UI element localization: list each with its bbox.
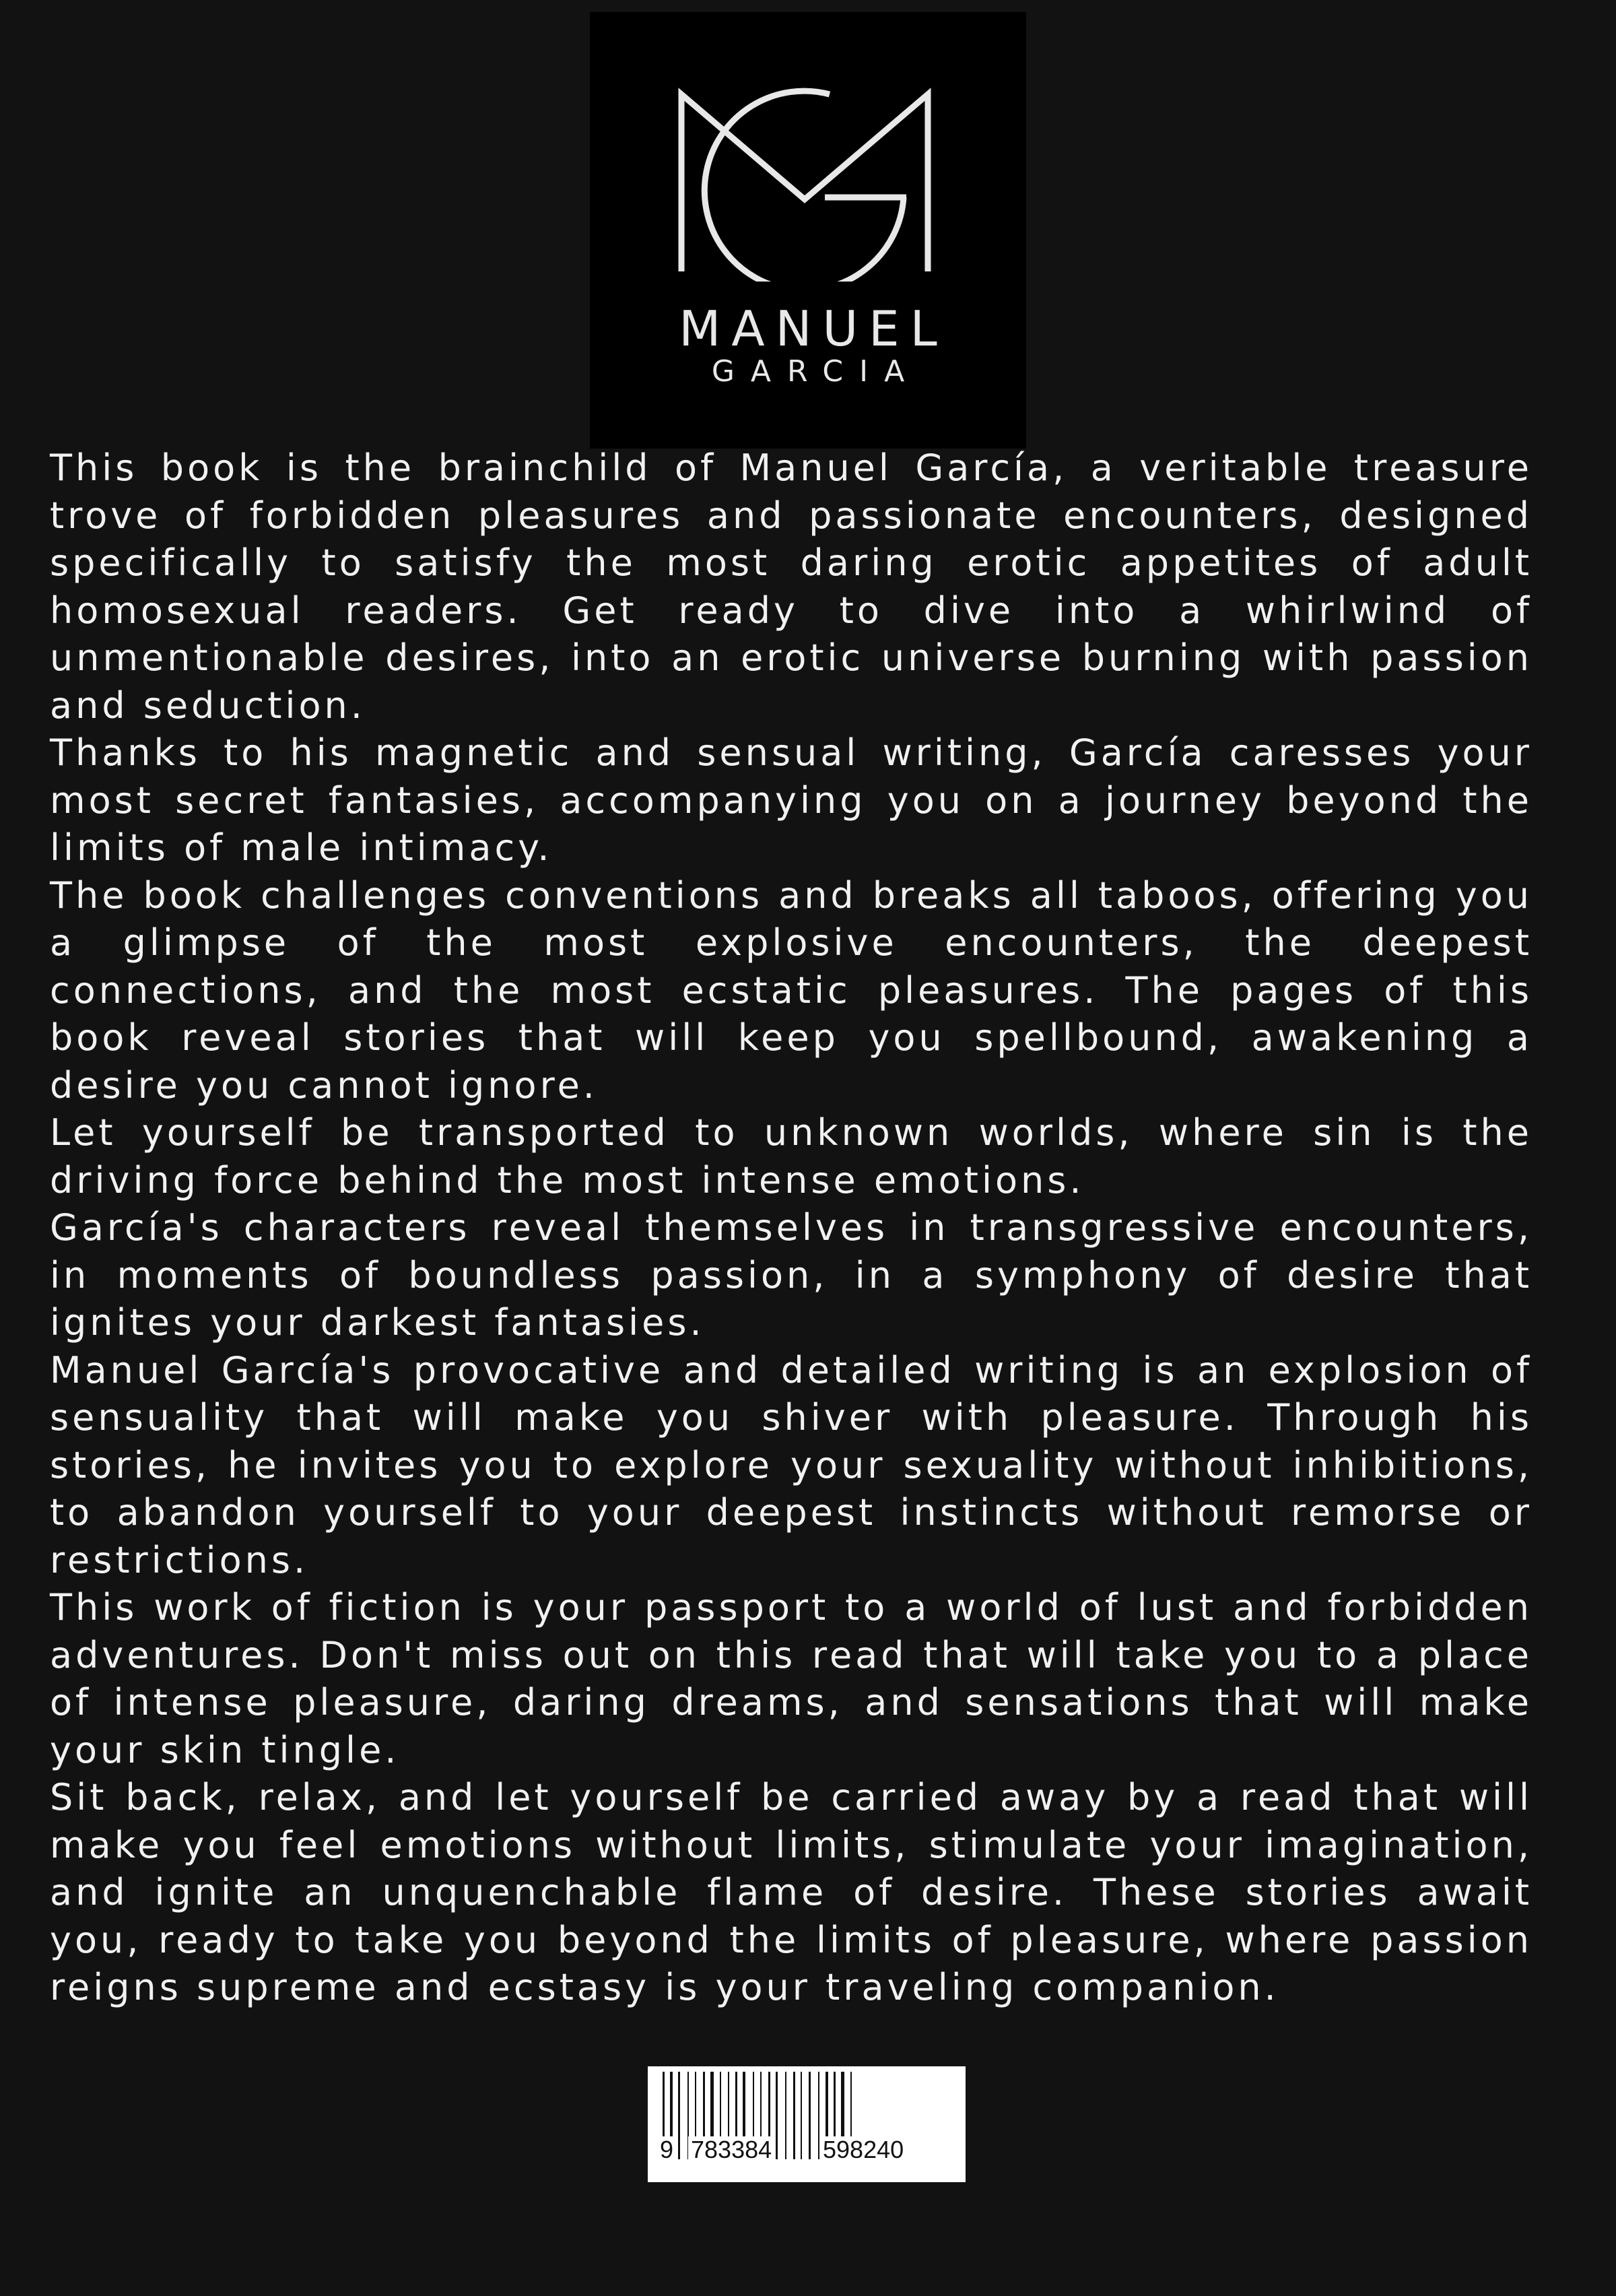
barcode-bar — [809, 2072, 811, 2159]
blurb-paragraph: This book is the brainchild of Manuel García, a veritable treasure trove of forbidden pleasures and passionate encounters, designed specifically to satisfy the most daring erotic appetites of adult homosexual readers. Get ready to dive into a whirlwind of unmentionable desires, into an erotic universe burning with passion and seduction. — [50, 447, 1533, 727]
barcode-bar — [793, 2072, 795, 2159]
blurb-paragraph: Manuel García's provocative and detailed writing is an explosion of sensuality that will make you shiver with pleasure. Through his stories, he invites you to explore your sexuality without inhibitions, to abandon yourself to your deepest instincts without remorse or restrictions. — [50, 1348, 1533, 1581]
isbn-barcode — [648, 2066, 966, 2182]
blurb-paragraph: García's characters reveal themselves in transgressive encounters, in moments of boundless passion, in a symphony of desire that ignites your darkest fantasies. — [50, 1206, 1533, 1344]
barcode-bar — [678, 2072, 680, 2159]
barcode-first-digit: 9 — [657, 2136, 676, 2163]
barcode-bar — [776, 2072, 778, 2159]
barcode-left-digits: 783384 — [688, 2136, 774, 2163]
back-cover-blurb — [50, 445, 1533, 2012]
blurb-paragraph: This work of fiction is your passport to a world of lust and forbidden adventures. Don't miss out on this read that will take you to a place of intense pleasure, daring dreams, and sensations that will make your skin tingle. — [50, 1586, 1533, 1771]
author-logo — [590, 12, 1026, 449]
logo-first-name: MANUEL — [679, 300, 948, 357]
barcode-bar — [818, 2072, 819, 2159]
logo-last-name: GARCIA — [711, 354, 921, 389]
mg-monogram-icon — [673, 79, 943, 282]
blurb-paragraph: The book challenges conventions and breaks all taboos, offering you a glimpse of the most explosive encounters, the deepest connections, and the most ecstatic pleasures. The pages of this book reveal stories that will keep you spellbound, awakening a desire you cannot ignore. — [50, 874, 1533, 1107]
blurb-paragraph: Thanks to his magnetic and sensual writing, García caresses your most secret fantasies, accompanying you on a journey beyond the limits of male intimacy. — [50, 731, 1533, 869]
barcode-right-digits: 598240 — [820, 2136, 906, 2163]
barcode-bar — [785, 2072, 786, 2159]
blurb-paragraph: Sit back, relax, and let yourself be carried away by a read that will make you feel emotions without limits, stimulate your imagination, and ignite an unquenchable flame of desire. These stories await you, ready to take you beyond the limits of pleasure, where passion reigns supreme and ecstasy is your traveling companion. — [50, 1776, 1533, 2008]
barcode-bar — [801, 2072, 802, 2159]
blurb-paragraph: Let yourself be transported to unknown worlds, where sin is the driving force behind the most intense emotions. — [50, 1111, 1533, 1202]
barcode-bars — [648, 2066, 966, 2182]
